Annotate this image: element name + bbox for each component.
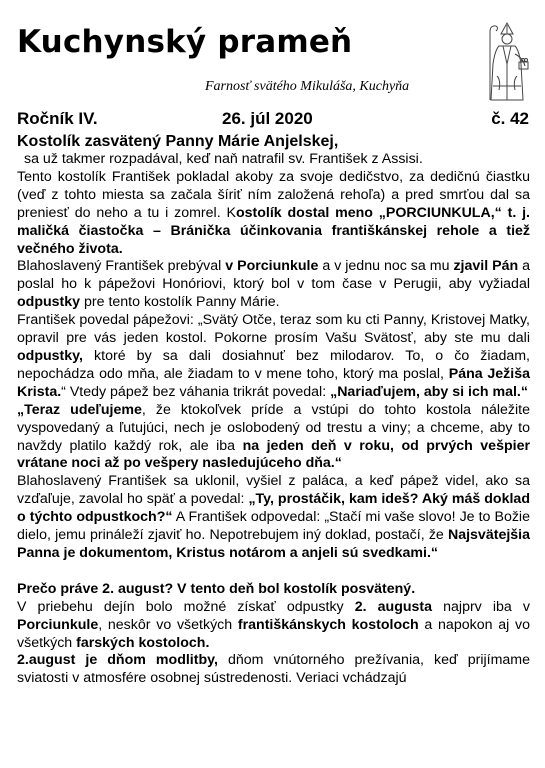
saint-nicholas-icon <box>481 20 533 104</box>
masthead <box>17 24 477 98</box>
emphasis-text: „Nariaďujem, aby si ich mal.“ <box>330 383 528 400</box>
body-text: V priebehu dejín bolo možné získať odpustky <box>17 598 355 615</box>
article-body <box>17 133 530 688</box>
emphasis-text: 2.august je dňom modlitby, <box>17 652 218 669</box>
paragraph-9 <box>17 652 530 688</box>
emphasis-text: „Ty, prostáčik, kam ideš? Aký máš doklad o týchto odpustkoch?“ <box>17 491 530 526</box>
emphasis-text: 2. augusta <box>354 598 433 615</box>
paragraph-6 <box>17 473 530 563</box>
issue-date: 26. júl 2020 <box>222 109 313 128</box>
body-text: dňom vnútorného prežívania, keď prijímame sviatosti v atmosfére osobnej sústredenosti. Veriaci vchádzajú <box>17 652 531 687</box>
emphasis-text: na jeden deň v roku, od prvých vešpier vrátane noci až po vešpery nasledujúceho dňa.“ <box>17 437 530 472</box>
parish-subtitle: Farnosť svätého Mikuláša, Kuchyňa <box>205 79 410 94</box>
emphasis-text: v Porciunkule <box>225 258 319 275</box>
body-text: ktoré by sa dali dosiahnuť bez milodarov. To, o čo žiadam, nepochádza odo mňa, ale žiadam to v mene toho, ktorý ma poslal, <box>17 347 530 382</box>
body-text: najprv iba v <box>432 598 530 615</box>
body-text: František povedal pápežovi: „Svätý Otče, teraz som ku cti Panny, Kristovej Matky, opravil pre vás jeden kostol. Pokorne prosím Vašu Svätosť, aby ste mu dali <box>17 312 530 347</box>
paragraph-2 <box>17 169 530 259</box>
body-text: , neskôr vo všetkých <box>98 616 238 633</box>
body-text: “ Vtedy pápež bez váhania trikrát povedal: <box>61 383 331 400</box>
emphasis-text: Porciunkule <box>17 616 99 633</box>
body-text: a poslal ho k pápežovi Honóriovi, ktorý bol v tom čase v Perugii, aby vyžiadal <box>17 258 531 293</box>
issue-info-bar <box>17 109 530 131</box>
section-divider-space <box>17 563 530 581</box>
body-text: a napokon aj vo všetkých <box>17 616 530 651</box>
emphasis-text: odpustky <box>17 294 81 311</box>
emphasis-text: františkánskych kostoloch <box>237 616 419 633</box>
article-headline: Kostolík zasvätený Panny Márie Anjelskej, <box>17 133 339 150</box>
emphasis-text: Najsvätejšia Panna je dokumentom, Kristus notárom a anjeli sú svedkami.“ <box>17 527 530 561</box>
paragraph-1: sa už takmer rozpadával, keď naň natrafil sv. František z Assisi. <box>24 151 423 167</box>
emphasis-text: zjavil Pán <box>453 258 519 275</box>
body-text: Tento kostolík František pokladal akoby za svoje dedičstvo, za dedičnú čiastku (veď z tohto miesta sa začala šíriť ním založená rehoľa) a pred smrťou dal sa preniesť do neho a tu i zomrel. K <box>17 168 530 221</box>
body-text: a v jednu noc sa mu <box>318 258 454 275</box>
body-text: Blahoslavený František prebýval <box>17 258 226 275</box>
emphasis-text: odpustky, <box>17 347 83 364</box>
paragraph-4 <box>17 312 530 402</box>
emphasis-text: farských kostoloch. <box>76 634 210 651</box>
section-heading-text: Prečo práve 2. august? V tento deň bol kostolík posvätený. <box>17 580 416 597</box>
emphasis-text: ostolík dostal meno „PORCIUNKULA,“ t. j. maličká čiastočka – Bránička účinkovania františkánskej rehole a tiež večného života. <box>17 204 530 257</box>
paragraph-8 <box>17 599 530 653</box>
section-heading <box>17 581 530 599</box>
newsletter-title: Kuchynský prameň <box>17 24 353 60</box>
paragraph-3 <box>17 258 530 312</box>
emphasis-text: „Teraz udeľujeme <box>17 401 142 418</box>
body-text: , že ktokoľvek príde a vstúpi do tohto kostola náležite vyspovedaný a ľutujúci, nech je oslobodený od trestu a viny; a chceme, aby to navždy platilo každý rok, ale iba <box>17 401 530 454</box>
body-text: pre tento kostolík Panny Márie. <box>80 294 280 311</box>
emphasis-text: Pána Ježiša Krista. <box>17 365 530 400</box>
issue-number: č. 42 <box>491 109 529 128</box>
body-text: Blahoslavený František sa uklonil, vyšiel z paláca, a keď pápež videl, ako sa vzďaľuje, zavolal ho späť a povedal: <box>17 473 530 508</box>
paragraph-5 <box>17 402 530 474</box>
issue-volume: Ročník IV. <box>17 109 98 128</box>
body-text: A František odpovedal: „Stačí mi vaše slovo! Je to Božie dielo, jemu prináleží zjaviť ho. Nepotrebujem iný doklad, postačí, že <box>17 509 530 544</box>
